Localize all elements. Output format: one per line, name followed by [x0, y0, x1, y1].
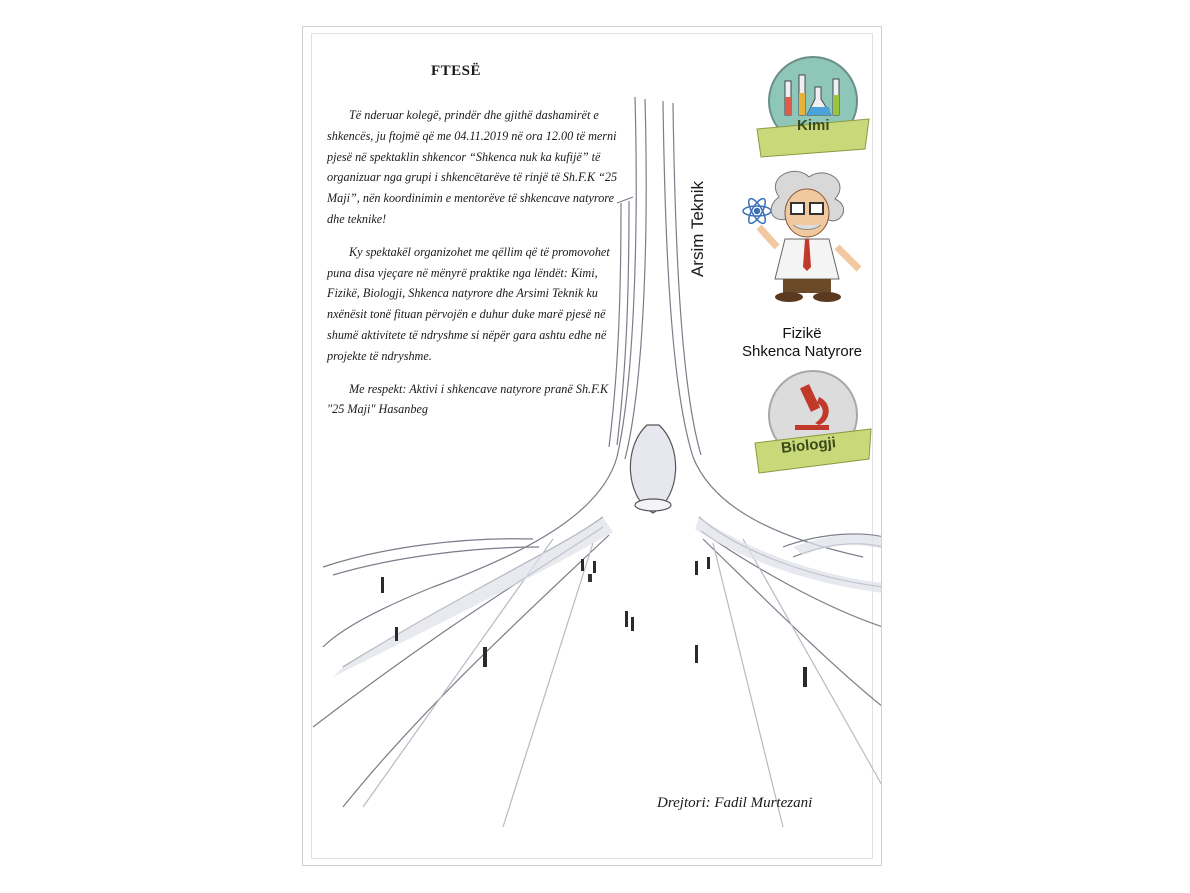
kimi-badge — [749, 45, 877, 173]
invitation-sheet — [302, 26, 882, 866]
biologji-label: Biologji — [780, 434, 837, 457]
invitation-body — [327, 105, 627, 432]
paragraph-invitation: Të nderuar kolegë, prindër dhe gjithë dashamirët e shkencës, ju ftojmë që me 04.11.2019 në ora 12.00 të merni pjesë në spektaklin shkencor “Shkenca nuk ka kufijë” të organizuar nga grupi i shkencëtarëve të rinjë të Sh.F.K “25 Maji”, nën koordinimin e mentorëve të shkencave natyrore dhe teknike! — [327, 108, 618, 226]
director-signature: Drejtori: Fadil Murtezani — [657, 795, 813, 811]
biologji-badge — [749, 367, 879, 475]
arsim-teknik-label: Arsim Teknik — [688, 180, 707, 278]
fizike-label: Fizikë — [782, 325, 822, 342]
scientist-icon — [735, 167, 871, 307]
paragraph-purpose: Ky spektakël organizohet me qëllim që të promovohet puna disa vjeçare në mënyrë praktike nga lëndët: Kimi, Fizikë, Biologji, Shkenca natyrore dhe Arsimi Teknik ku nxënësit tonë fituan përvojën e duhur duke marë pjesë në shumë aktivitete të ndryshme si nëpër gara ashtu edhe në projekte të ndryshme. — [327, 244, 610, 363]
document-title: FTESË — [431, 63, 482, 79]
shkenca-natyrore-label: Shkenca Natyrore — [741, 343, 863, 360]
kimi-label: Kimi — [797, 117, 830, 134]
edge-mark — [588, 574, 592, 582]
paragraph-regards: Me respekt: Aktivi i shkencave natyrore pranë Sh.F.K "25 Maji" Hasanbeg — [327, 381, 609, 417]
fizike-caption — [717, 325, 882, 361]
atom-icon — [743, 196, 771, 225]
